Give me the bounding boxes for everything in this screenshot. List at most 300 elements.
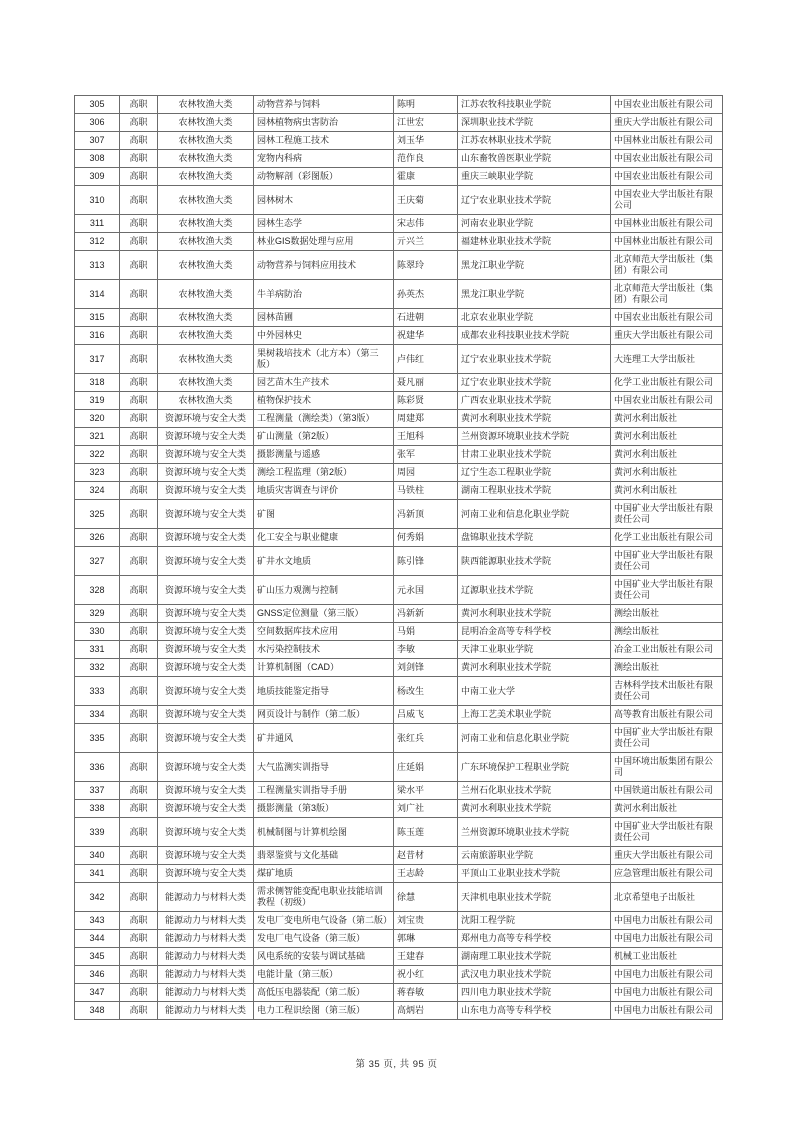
cell-no: 327 [75,547,120,576]
cell-category: 资源环境与安全大类 [158,482,254,500]
cell-author: 马娟 [394,623,458,641]
cell-author: 陈引锋 [394,547,458,576]
cell-school: 北京农业职业学院 [458,309,611,327]
cell-publisher: 中国矿业大学出版社有限责任公司 [611,500,723,529]
cell-category: 资源环境与安全大类 [158,865,254,883]
cell-no: 337 [75,782,120,800]
cell-no: 311 [75,215,120,233]
cell-level: 高职 [120,251,158,280]
cell-title: 化工安全与职业健康 [254,529,394,547]
cell-author: 刘玉华 [394,132,458,150]
cell-title: 园艺苗木生产技术 [254,374,394,392]
cell-title: 风电系统的安装与调试基础 [254,948,394,966]
cell-no: 334 [75,706,120,724]
table-row [75,818,723,847]
cell-category: 能源动力与材料大类 [158,948,254,966]
table-row [75,800,723,818]
cell-author: 刘广社 [394,800,458,818]
cell-level: 高职 [120,96,158,114]
table-row [75,912,723,930]
table-row [75,96,723,114]
cell-school: 广东环境保护工程职业学院 [458,753,611,782]
cell-publisher: 机械工业出版社 [611,948,723,966]
cell-author: 蒋春敏 [394,984,458,1002]
cell-category: 农林牧渔大类 [158,280,254,309]
cell-no: 336 [75,753,120,782]
cell-title: 地质技能鉴定指导 [254,677,394,706]
cell-level: 高职 [120,464,158,482]
cell-author: 王志龄 [394,865,458,883]
table-row [75,847,723,865]
cell-title: 果树栽培技术（北方本）（第三版） [254,345,394,374]
cell-category: 资源环境与安全大类 [158,623,254,641]
table-row [75,168,723,186]
cell-publisher: 测绘出版社 [611,659,723,677]
cell-no: 321 [75,428,120,446]
cell-title: 计算机制图（CAD） [254,659,394,677]
cell-school: 平顶山工业职业技术学院 [458,865,611,883]
cell-level: 高职 [120,1002,158,1020]
cell-category: 农林牧渔大类 [158,233,254,251]
cell-school: 郑州电力高等专科学校 [458,930,611,948]
cell-category: 农林牧渔大类 [158,392,254,410]
cell-category: 农林牧渔大类 [158,150,254,168]
cell-no: 307 [75,132,120,150]
cell-title: 植物保护技术 [254,392,394,410]
cell-title: 煤矿地质 [254,865,394,883]
cell-publisher: 黄河水利出版社 [611,464,723,482]
cell-no: 338 [75,800,120,818]
cell-no: 335 [75,724,120,753]
cell-no: 341 [75,865,120,883]
cell-school: 成都农业科技职业技术学院 [458,327,611,345]
cell-no: 315 [75,309,120,327]
cell-no: 346 [75,966,120,984]
cell-level: 高职 [120,482,158,500]
cell-publisher: 黄河水利出版社 [611,428,723,446]
cell-school: 福建林业职业技术学院 [458,233,611,251]
table-row [75,233,723,251]
table-row [75,576,723,605]
cell-level: 高职 [120,280,158,309]
cell-no: 328 [75,576,120,605]
cell-title: 需求侧智能变配电职业技能培训教程（初级） [254,883,394,912]
cell-category: 资源环境与安全大类 [158,724,254,753]
cell-publisher: 中国电力出版社有限公司 [611,966,723,984]
cell-publisher: 黄河水利出版社 [611,446,723,464]
cell-level: 高职 [120,547,158,576]
table-row [75,309,723,327]
cell-category: 资源环境与安全大类 [158,818,254,847]
cell-author: 江世宏 [394,114,458,132]
cell-category: 资源环境与安全大类 [158,847,254,865]
cell-author: 梁水平 [394,782,458,800]
cell-level: 高职 [120,847,158,865]
cell-category: 能源动力与材料大类 [158,1002,254,1020]
cell-school: 湖南理工职业技术学院 [458,948,611,966]
cell-school: 辽宁农业职业技术学院 [458,374,611,392]
cell-school: 四川电力职业技术学院 [458,984,611,1002]
table-row [75,150,723,168]
table-row [75,623,723,641]
cell-author: 马铁柱 [394,482,458,500]
cell-title: 园林苗圃 [254,309,394,327]
cell-publisher: 大连理工大学出版社 [611,345,723,374]
cell-level: 高职 [120,966,158,984]
cell-school: 江苏农林职业技术学院 [458,132,611,150]
cell-category: 能源动力与材料大类 [158,930,254,948]
cell-category: 农林牧渔大类 [158,168,254,186]
table-row [75,782,723,800]
cell-category: 能源动力与材料大类 [158,966,254,984]
cell-publisher: 中国农业出版社有限公司 [611,168,723,186]
cell-author: 陈翠玲 [394,251,458,280]
cell-category: 能源动力与材料大类 [158,984,254,1002]
cell-level: 高职 [120,659,158,677]
cell-category: 资源环境与安全大类 [158,576,254,605]
cell-publisher: 中国电力出版社有限公司 [611,1002,723,1020]
table-row [75,464,723,482]
table-row [75,984,723,1002]
cell-school: 河南农业职业学院 [458,215,611,233]
cell-publisher: 中国农业出版社有限公司 [611,392,723,410]
cell-author: 元永国 [394,576,458,605]
cell-author: 卢伟红 [394,345,458,374]
cell-category: 资源环境与安全大类 [158,529,254,547]
cell-publisher: 北京希望电子出版社 [611,883,723,912]
cell-school: 辽宁农业职业技术学院 [458,186,611,215]
cell-category: 资源环境与安全大类 [158,782,254,800]
table-row [75,251,723,280]
cell-no: 343 [75,912,120,930]
cell-category: 农林牧渔大类 [158,345,254,374]
cell-author: 聂凡丽 [394,374,458,392]
table-row [75,865,723,883]
table-row [75,500,723,529]
cell-school: 河南工业和信息化职业学院 [458,500,611,529]
cell-no: 332 [75,659,120,677]
cell-title: 工程测量实训指导手册 [254,782,394,800]
cell-title: 大气监测实训指导 [254,753,394,782]
cell-school: 黄河水利职业技术学院 [458,605,611,623]
cell-no: 342 [75,883,120,912]
cell-level: 高职 [120,782,158,800]
cell-title: 矿山测量（第2版） [254,428,394,446]
table-row [75,428,723,446]
cell-level: 高职 [120,800,158,818]
cell-level: 高职 [120,374,158,392]
cell-level: 高职 [120,605,158,623]
cell-publisher: 中国铁道出版社有限公司 [611,782,723,800]
table-row [75,677,723,706]
cell-school: 黑龙江职业学院 [458,251,611,280]
cell-publisher: 中国矿业大学出版社有限责任公司 [611,547,723,576]
table-row [75,446,723,464]
cell-category: 资源环境与安全大类 [158,641,254,659]
cell-category: 资源环境与安全大类 [158,605,254,623]
cell-level: 高职 [120,623,158,641]
cell-school: 中南工业大学 [458,677,611,706]
cell-level: 高职 [120,912,158,930]
textbook-table-body [75,96,723,1020]
cell-publisher: 黄河水利出版社 [611,800,723,818]
cell-no: 308 [75,150,120,168]
cell-title: 高低压电器装配（第二版） [254,984,394,1002]
cell-publisher: 黄河水利出版社 [611,482,723,500]
cell-school: 江苏农牧科技职业学院 [458,96,611,114]
table-row [75,883,723,912]
cell-category: 资源环境与安全大类 [158,677,254,706]
cell-level: 高职 [120,883,158,912]
cell-publisher: 重庆大学出版社有限公司 [611,847,723,865]
cell-category: 资源环境与安全大类 [158,446,254,464]
cell-school: 沈阳工程学院 [458,912,611,930]
cell-no: 329 [75,605,120,623]
cell-no: 323 [75,464,120,482]
cell-title: 矿图 [254,500,394,529]
cell-level: 高职 [120,215,158,233]
table-row [75,114,723,132]
cell-no: 319 [75,392,120,410]
cell-level: 高职 [120,186,158,215]
cell-author: 孙英杰 [394,280,458,309]
table-row [75,641,723,659]
cell-author: 祝小红 [394,966,458,984]
cell-title: 矿山压力观测与控制 [254,576,394,605]
cell-school: 甘肃工业职业技术学院 [458,446,611,464]
cell-title: 电能计量（第三版） [254,966,394,984]
cell-school: 广西农业职业技术学院 [458,392,611,410]
cell-school: 黄河水利职业技术学院 [458,659,611,677]
table-row [75,948,723,966]
table-row [75,1002,723,1020]
cell-title: 测绘工程监理（第2版） [254,464,394,482]
cell-no: 317 [75,345,120,374]
cell-no: 347 [75,984,120,1002]
cell-school: 河南工业和信息化职业学院 [458,724,611,753]
cell-no: 312 [75,233,120,251]
cell-title: 摄影测量（第3版） [254,800,394,818]
cell-publisher: 北京师范大学出版社（集团）有限公司 [611,251,723,280]
cell-category: 农林牧渔大类 [158,215,254,233]
cell-level: 高职 [120,150,158,168]
cell-level: 高职 [120,392,158,410]
cell-school: 深圳职业技术学院 [458,114,611,132]
cell-level: 高职 [120,529,158,547]
cell-no: 314 [75,280,120,309]
cell-author: 李敏 [394,641,458,659]
cell-title: 园林工程施工技术 [254,132,394,150]
cell-author: 高炳岩 [394,1002,458,1020]
table-row [75,605,723,623]
cell-school: 重庆三峡职业学院 [458,168,611,186]
cell-no: 345 [75,948,120,966]
cell-school: 黑龙江职业学院 [458,280,611,309]
table-row [75,706,723,724]
cell-school: 上海工艺美术职业学院 [458,706,611,724]
cell-category: 能源动力与材料大类 [158,883,254,912]
cell-publisher: 测绘出版社 [611,623,723,641]
table-row [75,547,723,576]
cell-category: 资源环境与安全大类 [158,659,254,677]
cell-category: 农林牧渔大类 [158,251,254,280]
cell-level: 高职 [120,309,158,327]
cell-title: 网页设计与制作（第二版） [254,706,394,724]
cell-level: 高职 [120,948,158,966]
cell-publisher: 中国农业出版社有限公司 [611,309,723,327]
cell-school: 山东畜牧兽医职业学院 [458,150,611,168]
cell-author: 吕威飞 [394,706,458,724]
cell-level: 高职 [120,984,158,1002]
cell-title: 园林生态学 [254,215,394,233]
cell-level: 高职 [120,327,158,345]
cell-publisher: 中国林业出版社有限公司 [611,132,723,150]
cell-author: 周建郑 [394,410,458,428]
cell-school: 昆明冶金高等专科学校 [458,623,611,641]
cell-level: 高职 [120,724,158,753]
cell-level: 高职 [120,865,158,883]
cell-category: 资源环境与安全大类 [158,706,254,724]
cell-publisher: 中国农业出版社有限公司 [611,96,723,114]
table-row [75,215,723,233]
table-row [75,482,723,500]
table-row [75,410,723,428]
cell-no: 325 [75,500,120,529]
cell-no: 309 [75,168,120,186]
cell-title: 翡翠鉴赏与文化基础 [254,847,394,865]
cell-title: 地质灾害调查与评价 [254,482,394,500]
cell-author: 赵昔材 [394,847,458,865]
table-row [75,724,723,753]
cell-no: 326 [75,529,120,547]
cell-title: 摄影测量与遥感 [254,446,394,464]
cell-title: 工程测量（测绘类）（第3版） [254,410,394,428]
page-indicator: 第 35 页, 共 95 页 [355,1059,438,1070]
table-row [75,132,723,150]
cell-publisher: 中国矿业大学出版社有限责任公司 [611,724,723,753]
cell-school: 兰州石化职业技术学院 [458,782,611,800]
cell-publisher: 化学工业出版社有限公司 [611,374,723,392]
cell-title: 动物营养与饲料 [254,96,394,114]
cell-author: 亓兴兰 [394,233,458,251]
cell-school: 黄河水利职业技术学院 [458,800,611,818]
cell-no: 324 [75,482,120,500]
cell-publisher: 中国农业出版社有限公司 [611,150,723,168]
cell-no: 330 [75,623,120,641]
cell-level: 高职 [120,706,158,724]
cell-author: 陈彩贤 [394,392,458,410]
cell-publisher: 中国林业出版社有限公司 [611,233,723,251]
cell-publisher: 冶金工业出版社有限公司 [611,641,723,659]
cell-level: 高职 [120,677,158,706]
cell-level: 高职 [120,446,158,464]
cell-publisher: 高等教育出版社有限公司 [611,706,723,724]
cell-title: GNSS定位测量（第三版） [254,605,394,623]
cell-title: 动物解剖（彩图版） [254,168,394,186]
cell-level: 高职 [120,500,158,529]
cell-category: 资源环境与安全大类 [158,500,254,529]
cell-title: 发电厂电气设备（第三版） [254,930,394,948]
cell-author: 王旭科 [394,428,458,446]
cell-level: 高职 [120,818,158,847]
cell-category: 资源环境与安全大类 [158,753,254,782]
cell-no: 339 [75,818,120,847]
cell-title: 中外园林史 [254,327,394,345]
table-row [75,529,723,547]
cell-title: 宠物内科病 [254,150,394,168]
cell-publisher: 中国环境出版集团有限公司 [611,753,723,782]
table-row [75,345,723,374]
cell-school: 天津机电职业技术学院 [458,883,611,912]
table-row [75,966,723,984]
cell-category: 资源环境与安全大类 [158,547,254,576]
cell-category: 农林牧渔大类 [158,114,254,132]
cell-school: 辽宁生态工程职业学院 [458,464,611,482]
cell-category: 资源环境与安全大类 [158,428,254,446]
cell-school: 武汉电力职业技术学院 [458,966,611,984]
cell-publisher: 中国林业出版社有限公司 [611,215,723,233]
cell-title: 水污染控制技术 [254,641,394,659]
cell-school: 黄河水利职业技术学院 [458,410,611,428]
cell-author: 徐慧 [394,883,458,912]
cell-title: 矿井通风 [254,724,394,753]
cell-school: 山东电力高等专科学校 [458,1002,611,1020]
cell-title: 机械制图与计算机绘图 [254,818,394,847]
cell-title: 空间数据库技术应用 [254,623,394,641]
table-row [75,753,723,782]
cell-publisher: 测绘出版社 [611,605,723,623]
cell-publisher: 中国矿业大学出版社有限责任公司 [611,576,723,605]
cell-publisher: 北京师范大学出版社（集团）有限公司 [611,280,723,309]
cell-title: 矿井水文地质 [254,547,394,576]
cell-no: 313 [75,251,120,280]
cell-level: 高职 [120,410,158,428]
cell-no: 348 [75,1002,120,1020]
page-footer [0,1056,793,1070]
cell-author: 庄延娟 [394,753,458,782]
cell-school: 云南旅游职业学院 [458,847,611,865]
cell-title: 发电厂变电所电气设备（第二版） [254,912,394,930]
table-row [75,280,723,309]
cell-school: 辽宁农业职业技术学院 [458,345,611,374]
cell-level: 高职 [120,753,158,782]
cell-level: 高职 [120,576,158,605]
cell-school: 陕西能源职业技术学院 [458,547,611,576]
cell-no: 310 [75,186,120,215]
cell-no: 344 [75,930,120,948]
cell-level: 高职 [120,428,158,446]
cell-level: 高职 [120,114,158,132]
cell-author: 霍康 [394,168,458,186]
table-row [75,392,723,410]
cell-category: 能源动力与材料大类 [158,912,254,930]
cell-category: 农林牧渔大类 [158,132,254,150]
cell-author: 杨改生 [394,677,458,706]
cell-level: 高职 [120,233,158,251]
cell-author: 王庆菊 [394,186,458,215]
cell-level: 高职 [120,345,158,374]
cell-author: 石进朝 [394,309,458,327]
cell-no: 320 [75,410,120,428]
cell-publisher: 重庆大学出版社有限公司 [611,327,723,345]
cell-publisher: 中国电力出版社有限公司 [611,912,723,930]
cell-school: 盘锦职业技术学院 [458,529,611,547]
cell-publisher: 中国电力出版社有限公司 [611,930,723,948]
cell-publisher: 中国矿业大学出版社有限责任公司 [611,818,723,847]
table-row [75,186,723,215]
cell-title: 动物营养与饲料应用技术 [254,251,394,280]
cell-no: 318 [75,374,120,392]
